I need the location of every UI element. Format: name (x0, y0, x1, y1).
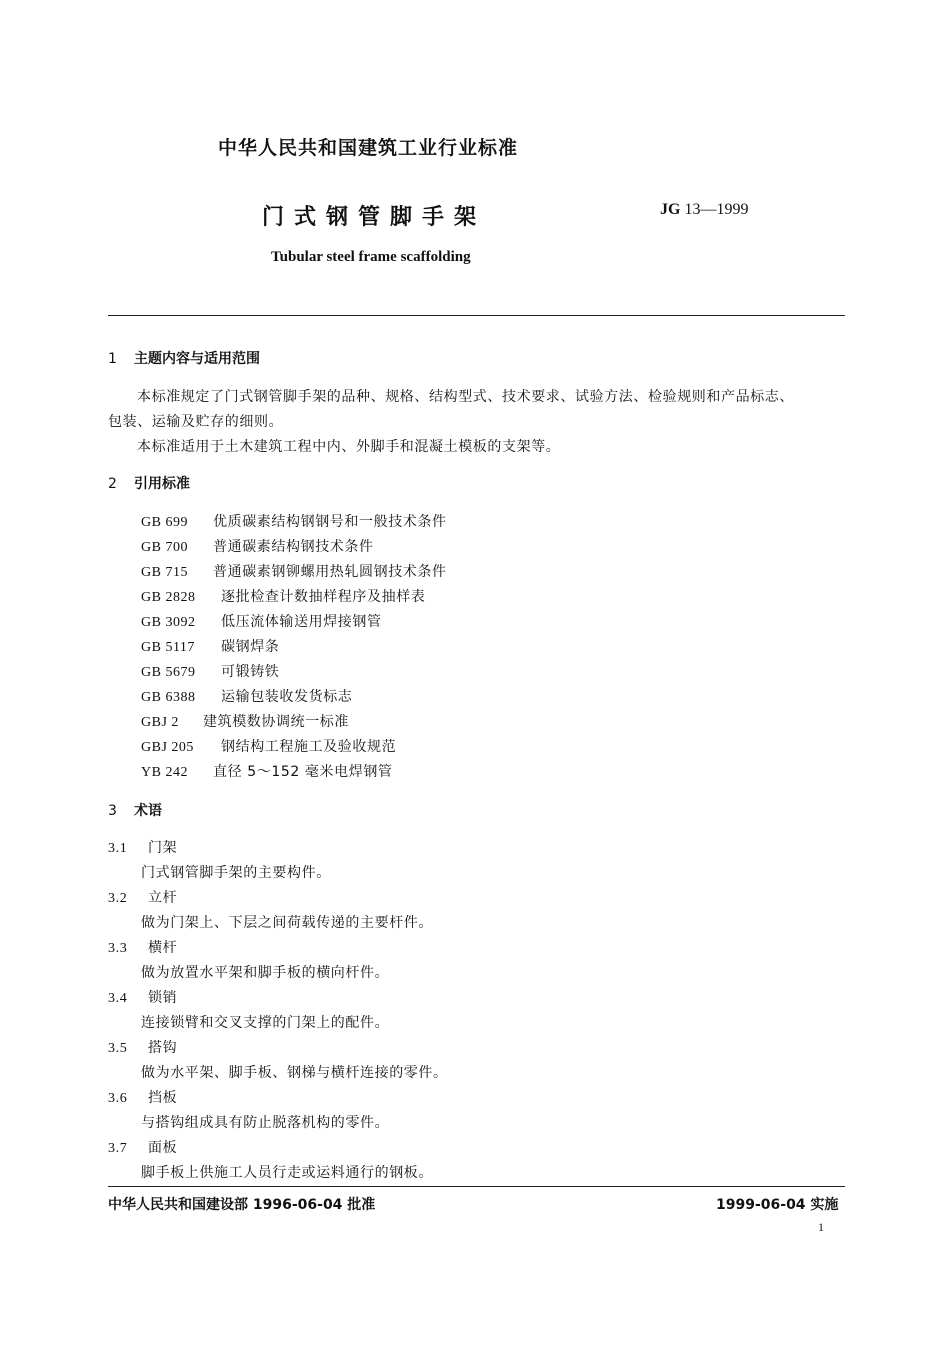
reference-code: GB 2828 (141, 590, 196, 605)
section-1-title: 主题内容与适用范围 (134, 351, 260, 367)
reference-item (141, 736, 396, 756)
reference-item (141, 761, 393, 781)
section-1-number: 1 (108, 351, 117, 367)
term-name: 面板 (148, 1140, 178, 1156)
reference-title: 运输包装收发货标志 (221, 689, 353, 705)
reference-code: GB 5679 (141, 665, 196, 680)
reference-item (141, 586, 425, 606)
term-name: 门架 (148, 840, 178, 856)
reference-code: GBJ 2 (141, 715, 179, 730)
term-name: 搭钩 (148, 1040, 178, 1056)
reference-item (141, 661, 279, 681)
reference-title: 碳钢焊条 (221, 639, 280, 655)
reference-title: 可锻铸铁 (221, 664, 280, 680)
section-1-para-2: 本标准适用于土木建筑工程中内、外脚手和混凝土模板的支架等。 (137, 439, 561, 455)
section-3-heading (108, 800, 162, 820)
term-entry (108, 1137, 177, 1157)
section-3-number: 3 (108, 803, 117, 819)
term-entry (108, 987, 177, 1007)
english-title: Tubular steel frame scaffolding (271, 249, 471, 265)
term-number: 3.1 (108, 841, 128, 856)
term-name: 锁销 (148, 990, 178, 1006)
reference-item (141, 636, 279, 656)
term-number: 3.5 (108, 1041, 128, 1056)
term-entry (108, 937, 177, 957)
standard-code-number: 13—1999 (684, 201, 749, 218)
reference-title: 逐批检查计数抽样程序及抽样表 (221, 589, 426, 605)
term-number: 3.2 (108, 891, 128, 906)
footer-divider (108, 1186, 845, 1187)
implementation-date: 1999-06-04 实施 (716, 1197, 839, 1213)
reference-item (141, 611, 382, 631)
reference-item (141, 686, 352, 706)
section-1-para-1-line-1: 本标准规定了门式钢管脚手架的品种、规格、结构型式、技术要求、试验方法、检验规则和产品标志、 (137, 389, 794, 405)
standard-code-prefix: JG (660, 201, 681, 218)
term-entry (108, 1037, 177, 1057)
term-name: 横杆 (148, 940, 178, 956)
reference-title: 普通碳素钢铆螺用热轧圆钢技术条件 (213, 564, 447, 580)
term-definition: 做为门架上、下层之间荷载传递的主要杆件。 (141, 915, 433, 931)
reference-item (141, 511, 447, 531)
term-name: 立杆 (148, 890, 178, 906)
section-3-title: 术语 (134, 803, 162, 819)
page-number: 1 (818, 1220, 824, 1234)
reference-code: GB 3092 (141, 615, 196, 630)
term-definition: 做为放置水平架和脚手板的横向杆件。 (141, 965, 390, 981)
reference-code: YB 242 (141, 765, 188, 780)
section-2-heading (108, 473, 190, 493)
issuing-organization: 中华人民共和国建筑工业行业标准 (218, 137, 519, 159)
term-number: 3.6 (108, 1091, 128, 1106)
term-definition: 脚手板上供施工人员行走或运料通行的钢板。 (141, 1165, 433, 1181)
term-entry (108, 837, 177, 857)
section-1-heading (108, 348, 260, 368)
term-definition: 门式钢管脚手架的主要构件。 (141, 865, 331, 881)
term-definition: 与搭钩组成具有防止脱落机构的零件。 (141, 1115, 390, 1131)
reference-item (141, 536, 374, 556)
section-2-title: 引用标准 (134, 476, 190, 492)
section-2-number: 2 (108, 476, 117, 492)
reference-title: 钢结构工程施工及验收规范 (221, 739, 397, 755)
term-entry (108, 887, 177, 907)
reference-title: 低压流体输送用焊接钢管 (221, 614, 382, 630)
reference-code: GBJ 205 (141, 740, 194, 755)
term-number: 3.3 (108, 941, 128, 956)
reference-code: GB 6388 (141, 690, 196, 705)
section-1-para-1-line-2: 包装、运输及贮存的细则。 (108, 414, 284, 430)
term-entry (108, 1087, 177, 1107)
reference-code: GB 700 (141, 540, 188, 555)
reference-code: GB 5117 (141, 640, 195, 655)
reference-code: GB 715 (141, 565, 188, 580)
standard-code (660, 201, 748, 219)
reference-item (141, 711, 349, 731)
term-definition: 连接锁臂和交叉支撑的门架上的配件。 (141, 1015, 390, 1031)
header-divider (108, 315, 845, 316)
term-definition: 做为水平架、脚手板、钢梯与横杆连接的零件。 (141, 1065, 448, 1081)
term-name: 挡板 (148, 1090, 178, 1106)
reference-code: GB 699 (141, 515, 188, 530)
reference-title: 直径 5～152 毫米电焊钢管 (213, 764, 393, 780)
reference-title: 优质碳素结构钢钢号和一般技术条件 (213, 514, 447, 530)
reference-title: 普通碳素结构钢技术条件 (213, 539, 374, 555)
document-title: 门式钢管脚手架 (262, 205, 487, 230)
reference-title: 建筑模数协调统一标准 (203, 714, 349, 730)
term-number: 3.4 (108, 991, 128, 1006)
term-number: 3.7 (108, 1141, 128, 1156)
approval-statement: 中华人民共和国建设部 1996-06-04 批准 (108, 1197, 376, 1213)
reference-item (141, 561, 447, 581)
